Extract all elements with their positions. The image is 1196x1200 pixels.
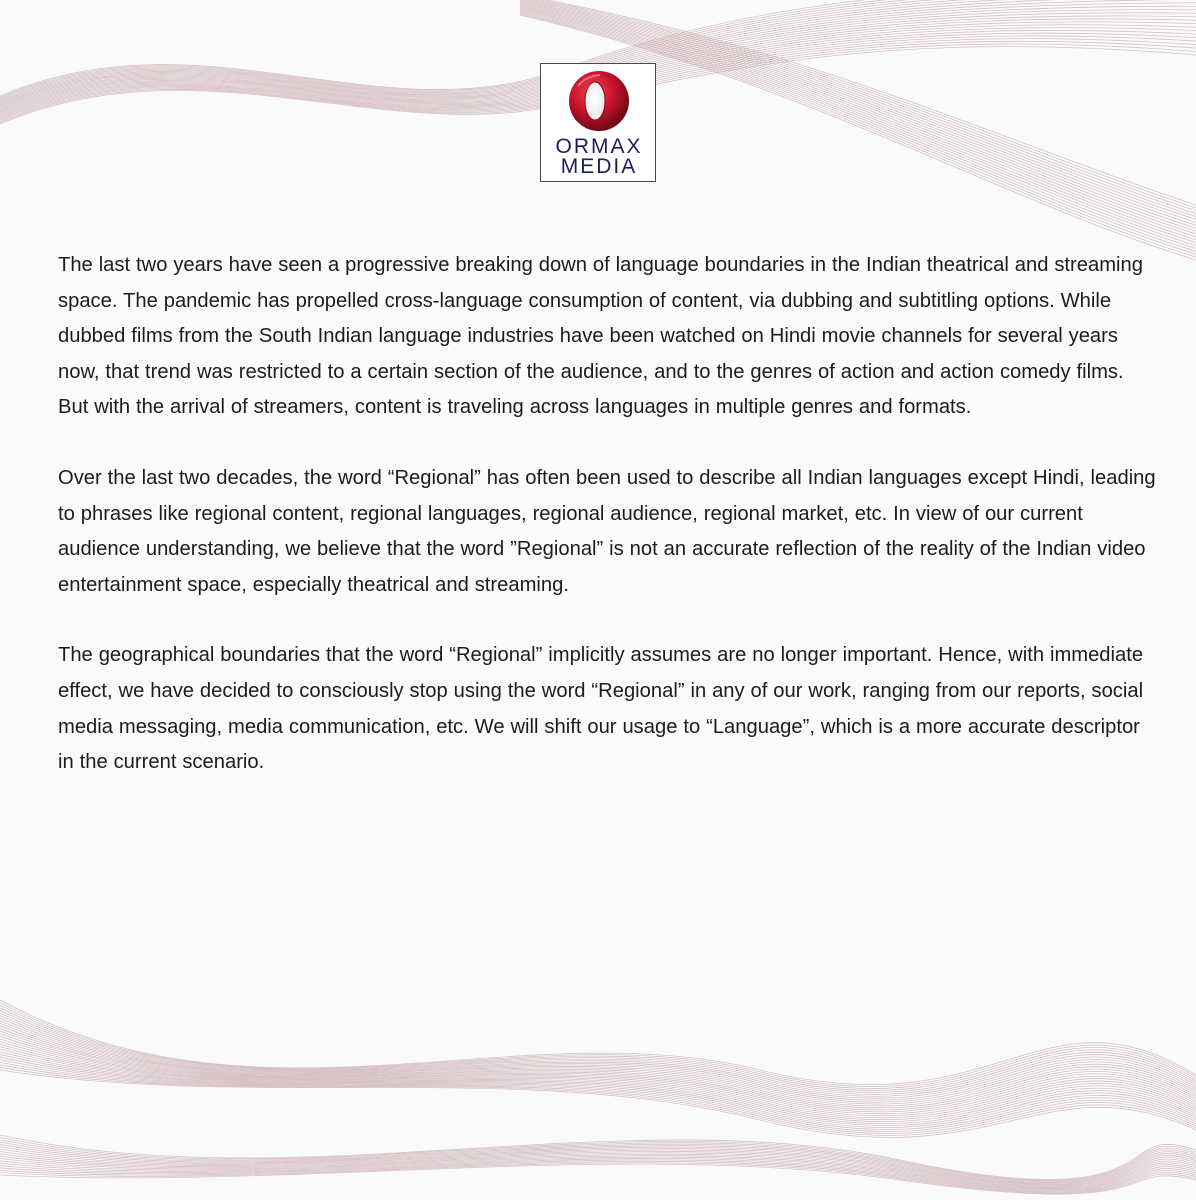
logo-wordmark-line2: MEDIA	[560, 155, 638, 178]
paragraph-2: Over the last two decades, the word “Regional” has often been used to describe all Indian languages except Hindi, leading to phrases like regional content, regional languages, regional audience, regional market, etc. In view of our current audience understanding, we believe that the word ”Regional” is not an accurate reflection of the reality of the Indian video entertainment space, especially theatrical and streaming.	[58, 466, 1156, 596]
statement-body	[58, 248, 1158, 816]
paragraph-1: The last two years have seen a progressive breaking down of language boundaries in the Indian theatrical and streaming space. The pandemic has propelled cross-language consumption of content, via dubbing and subtitling options. While dubbed films from the South Indian language industries have been watched on Hindi movie channels for several years now, that trend was restricted to a certain section of the audience, and to the genres of action and action comedy films. But with the arrival of streamers, content is traveling across languages in multiple genres and formats.	[58, 254, 1143, 419]
paragraph-3: The geographical boundaries that the word “Regional” implicitly assumes are no longer important. Hence, with immediate effect, we have decided to consciously stop using the word “Regional” in any of our work, ranging from our reports, social media messaging, media communication, etc. We will shift our usage to “Language”, which is a more accurate descriptor in the current scenario.	[58, 644, 1144, 774]
ormax-ring-logo-icon	[566, 68, 632, 134]
logo-wordmark-line1: ORMAX	[555, 135, 643, 158]
ormax-media-logo	[540, 63, 656, 182]
